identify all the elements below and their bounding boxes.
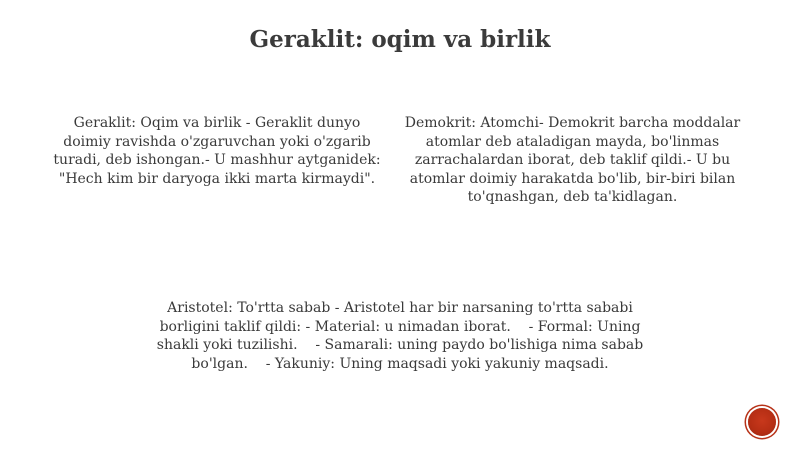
- demokrit-text-block: Demokrit: Atomchi- Demokrit barcha moddalar atomlar deb ataladigan mayda, bo'linmas zarrachalardan iborat, deb taklif qildi.- U bu atomlar doimiy harakatda bo'lib, bir-biri bilan to'qnashgan, deb ta'kidlagan.: [404, 115, 745, 205]
- red-circle-nav-icon[interactable]: [748, 408, 776, 436]
- geraklit-text-block: Geraklit: Oqim va birlik - Geraklit dunyo doimiy ravishda o'zgaruvchan yoki o'zgarib turadi, deb ishongan.- U mashhur aytganidek: "Hech kim bir daryoga ikki marta kirmaydi".: [53, 115, 386, 187]
- slide-title: Geraklit: oqim va birlik: [249, 26, 551, 53]
- aristotel-text-block: Aristotel: To'rtta sabab - Aristotel har bir narsaning to'rtta sababi borligini taklif qildi: - Material: u nimadan iborat. - Formal: Uning shakli yoki tuzilishi. - Samarali: uning paydo bo'lishiga nima sabab bo'lgan. - Yakuniy: Uning maqsadi yoki yakuniy maqsadi.: [156, 300, 648, 372]
